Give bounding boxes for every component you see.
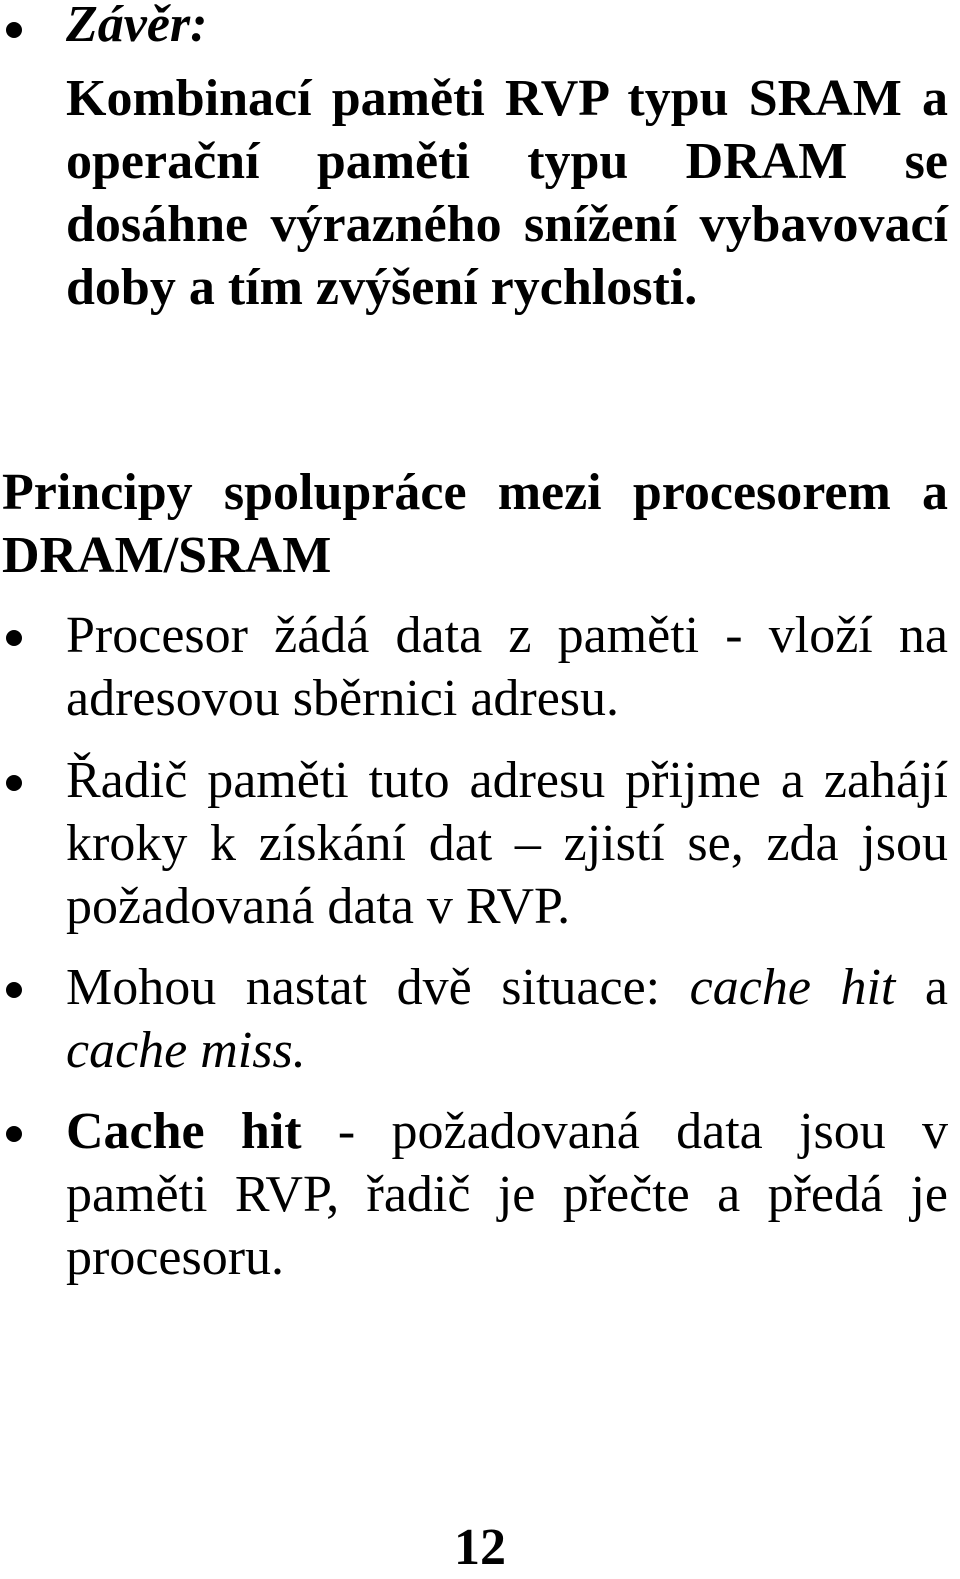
conclusion-text: Kombinací paměti RVP typu SRAM a operační paměti typu DRAM se dosáhne výrazného snížení vybavovací doby a tím zvýšení rychlosti.: [66, 70, 948, 316]
cache-hit-description: - požadovaná data jsou v paměti RVP, řadič je přečte a předá je procesoru.: [66, 1103, 948, 1286]
cache-hit-term: cache hit: [689, 959, 896, 1016]
bullet-icon: [6, 630, 22, 646]
situations-prefix: Mohou nastat dvě situace:: [66, 959, 690, 1016]
page-number: 12: [454, 1519, 506, 1576]
situations-conjunction: a: [895, 959, 948, 1016]
bullet-icon: [6, 1126, 22, 1142]
list-item-text: [66, 1100, 948, 1289]
bullet-icon: [6, 982, 22, 998]
bullet-icon: [6, 775, 22, 791]
list-item-text: Řadič paměti tuto adresu přijme a zahájí kroky k získání dat – zjistí se, zda jsou požadovaná data v RVP.: [66, 752, 948, 935]
section-heading: Principy spolupráce mezi procesorem a DRAM/SRAM: [2, 464, 948, 584]
cache-miss-term: cache miss.: [66, 1022, 306, 1079]
list-item-text: [66, 956, 948, 1082]
cache-hit-heading: Cache hit: [66, 1103, 302, 1160]
bullet-icon: [6, 22, 22, 38]
conclusion-label: Závěr:: [66, 0, 208, 53]
list-item-text: Procesor žádá data z paměti - vloží na adresovou sběrnici adresu.: [66, 607, 948, 727]
